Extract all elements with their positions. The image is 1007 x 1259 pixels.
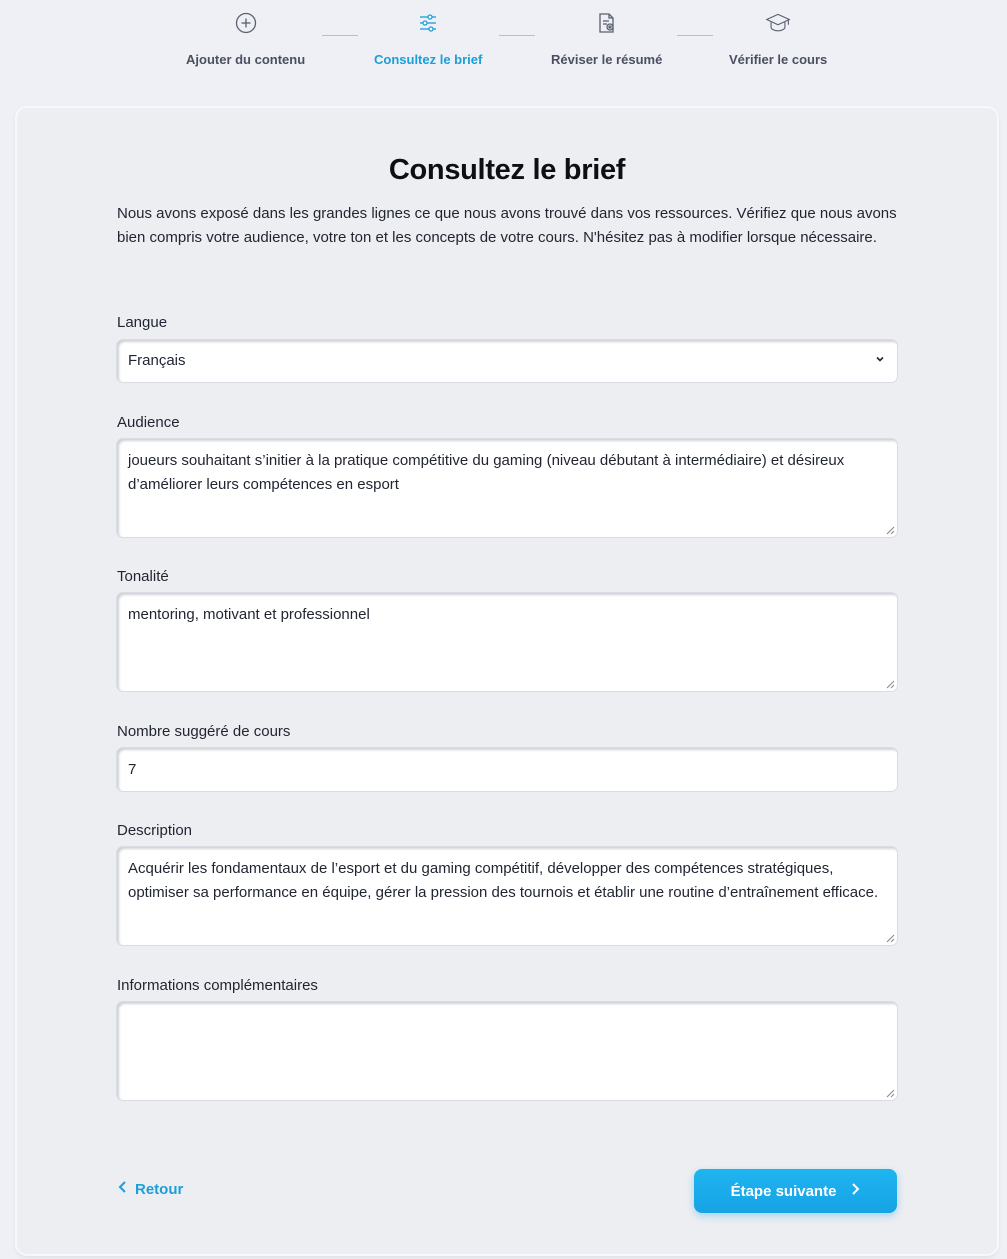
language-select[interactable] [117, 340, 897, 382]
description-textarea[interactable] [117, 847, 897, 945]
progress-stepper [0, 0, 1007, 90]
tone-value: mentoring, motivant et professionnel [128, 606, 370, 623]
extra-info-textarea[interactable] [117, 1002, 897, 1100]
chevron-left-icon [117, 1180, 129, 1198]
step-add-content[interactable] [186, 10, 305, 67]
back-label: Retour [135, 1180, 184, 1198]
extra-info-label: Informations complémentaires [117, 977, 318, 994]
language-value: Français [128, 352, 186, 369]
resize-grip-icon[interactable] [886, 680, 895, 689]
next-label: Étape suivante [730, 1182, 837, 1200]
intro-text: Nous avons exposé dans les grandes lignes ce que nous avons trouvé dans vos ressources. Vérifiez que nous avons bien compris votre audience, votre ton et les concepts de votre cours. N'hésitez pas à modifier lorsque nécessaire. [117, 205, 897, 246]
tone-textarea[interactable] [117, 593, 897, 691]
tone-label: Tonalité [117, 568, 169, 585]
lesson-count-value: 7 [128, 760, 137, 778]
sliders-icon [415, 10, 441, 36]
step-review-summary[interactable] [551, 10, 662, 67]
graduation-cap-icon [765, 10, 791, 36]
step-label: Réviser le résumé [551, 52, 663, 67]
resize-grip-icon[interactable] [886, 526, 895, 535]
next-step-button[interactable] [694, 1169, 897, 1213]
audience-label: Audience [117, 414, 180, 431]
chevron-down-icon [874, 349, 886, 373]
chevron-right-icon [850, 1182, 860, 1200]
description-label: Description [117, 822, 193, 839]
brief-card [17, 108, 997, 1254]
page-title: Consultez le brief [388, 154, 626, 186]
back-button[interactable] [117, 1180, 183, 1198]
step-verify-course[interactable] [729, 10, 827, 67]
audience-textarea[interactable] [117, 439, 897, 537]
step-label: Ajouter du contenu [186, 52, 306, 67]
description-value: Acquérir les fondamentaux de l’esport et du gaming compétitif, développer des compétences stratégiques, optimiser sa performance en équipe, gérer la pression des tournois et établir une routine d’entraînement efficace. [128, 860, 879, 901]
step-label: Vérifier le cours [729, 52, 828, 67]
audience-value: joueurs souhaitant s’initier à la pratique compétitive du gaming (niveau débutant à intermédiaire) et désireux d’améliorer leurs compétences en esport [128, 452, 845, 493]
step-review-brief[interactable] [374, 10, 482, 67]
plus-circle-icon [233, 10, 259, 36]
resize-grip-icon[interactable] [886, 1089, 895, 1098]
document-review-icon [594, 10, 620, 36]
step-label: Consultez le brief [374, 52, 483, 67]
lesson-count-label: Nombre suggéré de cours [117, 723, 291, 740]
resize-grip-icon[interactable] [886, 934, 895, 943]
step-connector [322, 35, 358, 36]
step-connector [677, 35, 713, 36]
lesson-count-input[interactable] [117, 748, 897, 791]
language-label: Langue [117, 314, 168, 331]
step-connector [499, 35, 535, 36]
